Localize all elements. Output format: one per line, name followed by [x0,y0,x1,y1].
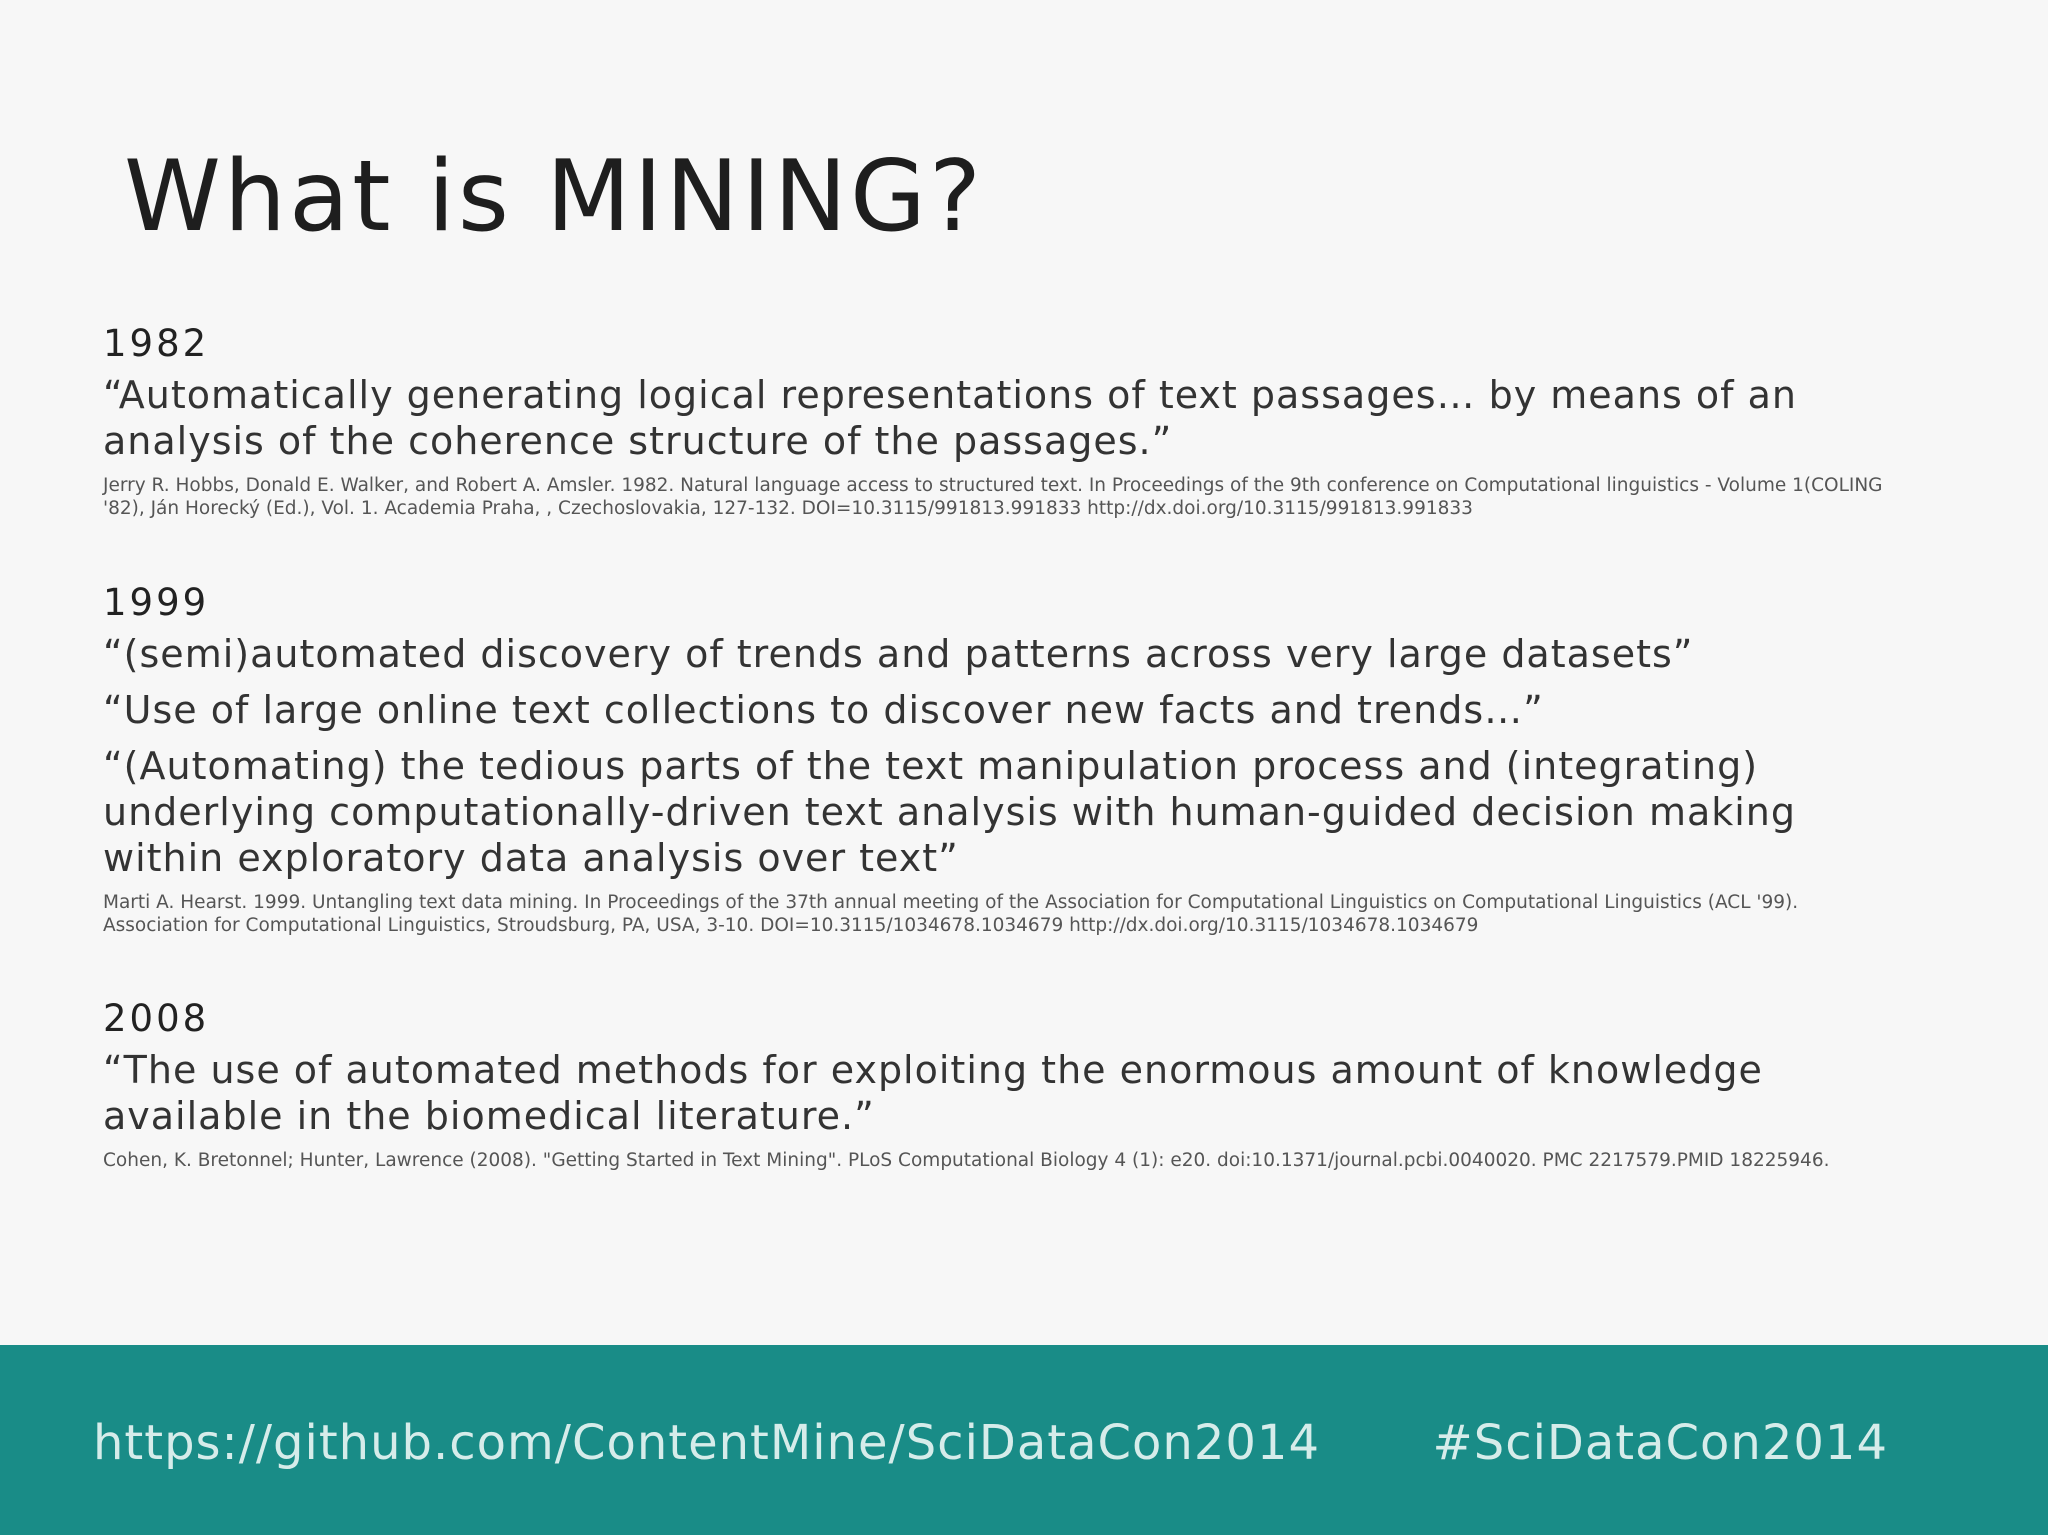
section-1982 [103,322,1903,520]
quote: “Use of large online text collections to discover new facts and trends…” [103,688,1544,732]
year-heading: 1982 [103,322,210,365]
quote: “(semi)automated discovery of trends and patterns across very large datasets” [103,632,1694,676]
citation: Marti A. Hearst. 1999. Untangling text data mining. In Proceedings of the 37th annual meeting of the Association for Computational Linguistics on Computational Linguistics (ACL '99). Association for Computational Linguistics, Stroudsburg, PA, USA, 3-10. DOI=10.3115/1034678.1034679 http://dx.doi.org/10.3115/1034678.1034679 [103,892,1799,936]
hashtag: #SciDataCon2014 [1432,1415,1888,1471]
citation: Cohen, K. Bretonnel; Hunter, Lawrence (2008). "Getting Started in Text Mining". PLoS Computational Biology 4 (1): e20. doi:10.1371/journal.pcbi.0040020. PMC 2217579.PMID 18225946. [103,1150,1830,1171]
footer-bar [0,1345,2048,1535]
year-heading: 2008 [103,997,210,1040]
quote: “Automatically generating logical representations of text passages… by means of an analysis of the coherence structure of the passages.” [103,373,1797,463]
year-heading: 1999 [103,581,210,624]
citation: Jerry R. Hobbs, Donald E. Walker, and Robert A. Amsler. 1982. Natural language access to structured text. In Proceedings of the 9th conference on Computational linguistics - Volume 1(COLING '82), Ján Horecký (Ed.), Vol. 1. Academia Praha, , Czechoslovakia, 127-132. DOI=10.3115/991813.991833 http://dx.doi.org/10.3115/991813.991833 [103,475,1883,519]
github-url-link[interactable]: https://github.com/ContentMine/SciDataCon2014 [93,1415,1320,1471]
slide-title: What is MINING? [124,140,985,254]
section-1999 [103,581,1903,937]
quote: “(Automating) the tedious parts of the text manipulation process and (integrating) underlying computationally-driven text analysis with human-guided decision making within exploratory data analysis over text” [103,744,1797,880]
section-2008 [103,997,1903,1172]
quote: “The use of automated methods for exploiting the enormous amount of knowledge available in the biomedical literature.” [103,1048,1763,1138]
